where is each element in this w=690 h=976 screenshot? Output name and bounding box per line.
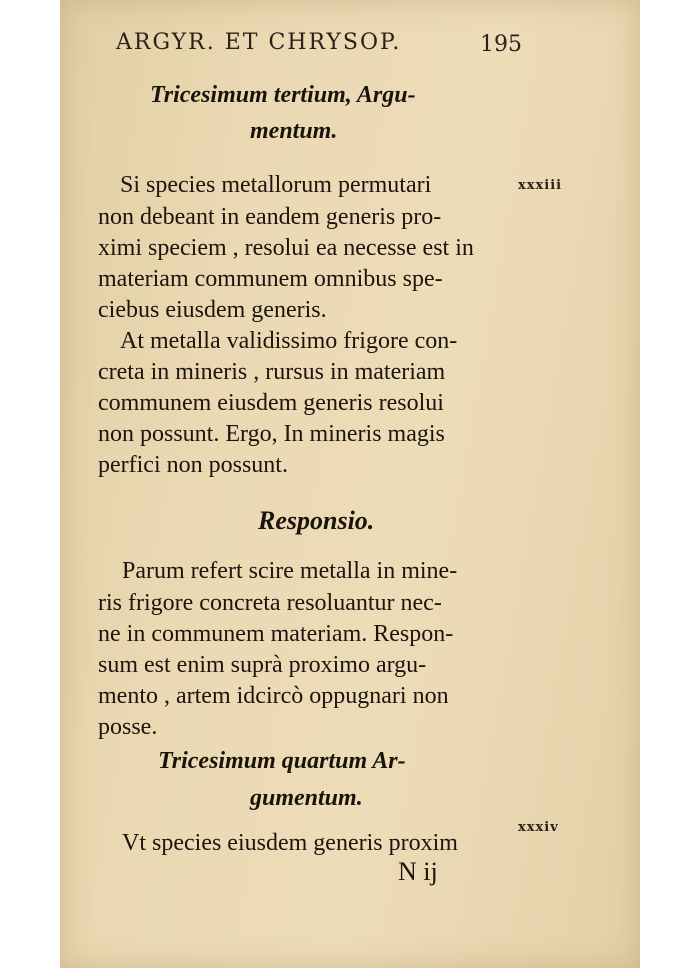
margin-number-section2: xxxiv [518, 820, 559, 835]
text-line: ne in communem materiam. Respon- [98, 621, 454, 647]
page-number: 195 [480, 32, 522, 57]
text-line: ris frigore concreta resoluantur nec- [98, 590, 442, 616]
text-line: Si species metallorum permutari [120, 172, 432, 198]
text-line: materiam communem omnibus spe- [98, 266, 443, 292]
margin-number-section1: xxxiii [518, 178, 563, 193]
text-line: Parum refert scire metalla in mine- [122, 558, 458, 584]
text-line: sum est enim suprà proximo argu- [98, 652, 427, 678]
signature-mark: N ij [398, 857, 438, 886]
responsio-heading: Responsio. [258, 506, 375, 535]
text-line: communem eiusdem generis resolui [98, 390, 444, 416]
section1-heading-line1: Tricesimum tertium, Argu- [150, 82, 416, 108]
text-line: non debeant in eandem generis pro- [98, 204, 442, 230]
book-page [60, 0, 640, 968]
text-line: non possunt. Ergo, In mineris magis [98, 421, 445, 447]
section2-heading-line2: gumentum. [250, 785, 363, 811]
text-line: ciebus eiusdem generis. [98, 297, 327, 323]
text-line: mento , artem idcircò oppugnari non [98, 683, 449, 709]
text-line: At metalla validissimo frigore con- [120, 328, 458, 354]
text-line: posse. [98, 714, 158, 740]
text-line: ximi speciem , resolui ea necesse est in [98, 235, 474, 261]
text-line: creta in mineris , rursus in materiam [98, 359, 446, 385]
text-line: Vt species eiusdem generis proxim [122, 830, 458, 856]
section1-heading-line2: mentum. [250, 118, 338, 144]
running-head-title: ARGYR. ET CHRYSOP. [116, 30, 402, 55]
text-line: perfici non possunt. [98, 452, 288, 478]
section2-heading-line1: Tricesimum quartum Ar- [158, 748, 406, 774]
